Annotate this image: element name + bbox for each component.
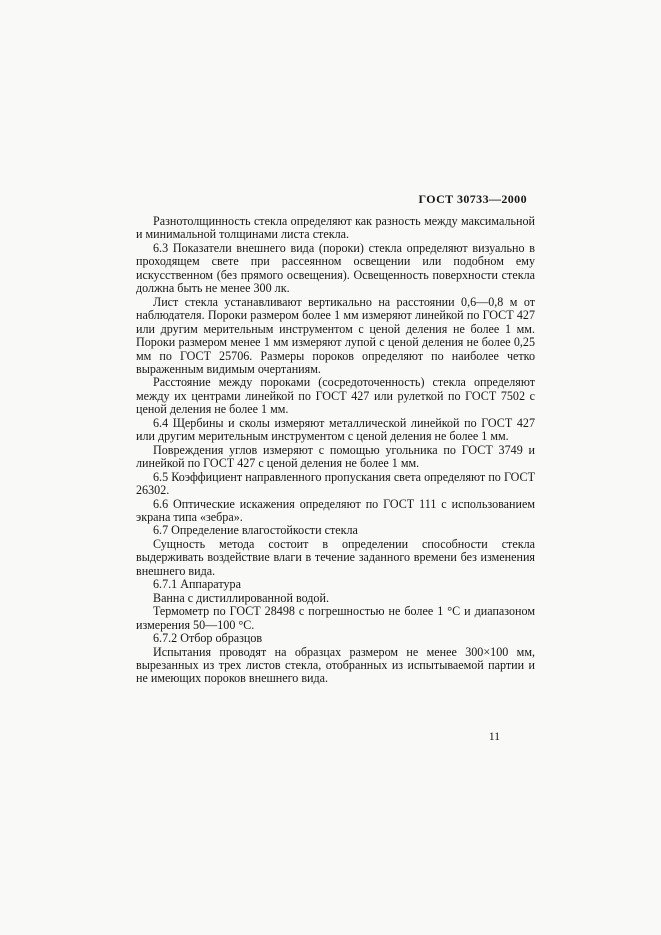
paragraph: Лист стекла устанавливают вертикально на расстоянии 0,6—0,8 м от наблюдателя. Пороки размером более 1 мм измеряют линейкой по ГОСТ 427 или другим мерительным инструментом с ценой деления не более 1 мм. Пороки размером менее 1 мм измеряют лупой с ценой деления не более 0,25 мм по ГОСТ 25706. Размеры пороков определяют по наиболее четко выраженным видимым очертаниям. bbox=[136, 294, 535, 376]
paragraph: 6.3 Показатели внешнего вида (пороки) стекла определяют визуально в проходящем свете при рассеянном освещении или подобном ему искусственном (без прямого освещения). Освещенность поверхности стекла должна быть не менее 300 лк. bbox=[136, 240, 535, 296]
paragraph: Ванна с дистиллированной водой. bbox=[153, 590, 329, 605]
paragraph: Термометр по ГОСТ 28498 с погрешностью не более 1 °С и диапазоном измерения 50—100 °С. bbox=[136, 604, 535, 632]
paragraph: Разнотолщинность стекла определяют как разность между максимальной и минимальной толщинами листа стекла. bbox=[136, 214, 535, 242]
paragraph: Сущность метода состоит в определении способности стекла выдерживать воздействие влаги в течение заданного времени без изменения внешнего вида. bbox=[136, 536, 535, 578]
paragraph: 6.4 Щербины и сколы измеряют металлической линейкой по ГОСТ 427 или другим мерительным инструментом с ценой деления не более 1 мм. bbox=[136, 415, 535, 444]
paragraph: Расстояние между пороками (сосредоточенность) стекла определяют между их центрами линейкой по ГОСТ 427 или рулеткой по ГОСТ 7502 с ценой деления не более 1 мм. bbox=[136, 375, 535, 417]
paragraph-section-heading: 6.7.1 Аппаратура bbox=[153, 577, 241, 592]
document-body bbox=[136, 215, 535, 686]
paragraph: Испытания проводят на образцах размером не менее 300×100 мм, вырезанных из трех листов стекла, отобранных из испытываемой партии и не имеющих пороков внешнего вида. bbox=[136, 644, 535, 686]
paragraph-section-heading: 6.7 Определение влагостойкости стекла bbox=[153, 523, 358, 538]
paragraph: Повреждения углов измеряют с помощью угольника по ГОСТ 3749 и линейкой по ГОСТ 427 с ценой деления не более 1 мм. bbox=[136, 442, 535, 471]
paragraph: 6.6 Оптические искажения определяют по ГОСТ 111 с использованием экрана типа «зебра». bbox=[136, 496, 535, 524]
paragraph: 6.5 Коэффициент направленного пропускания света определяют по ГОСТ 26302. bbox=[136, 469, 535, 498]
page-number: 11 bbox=[488, 731, 500, 743]
paragraph-section-heading: 6.7.2 Отбор образцов bbox=[153, 631, 263, 646]
page-header-gost-number: ГОСТ 30733—2000 bbox=[418, 192, 527, 206]
